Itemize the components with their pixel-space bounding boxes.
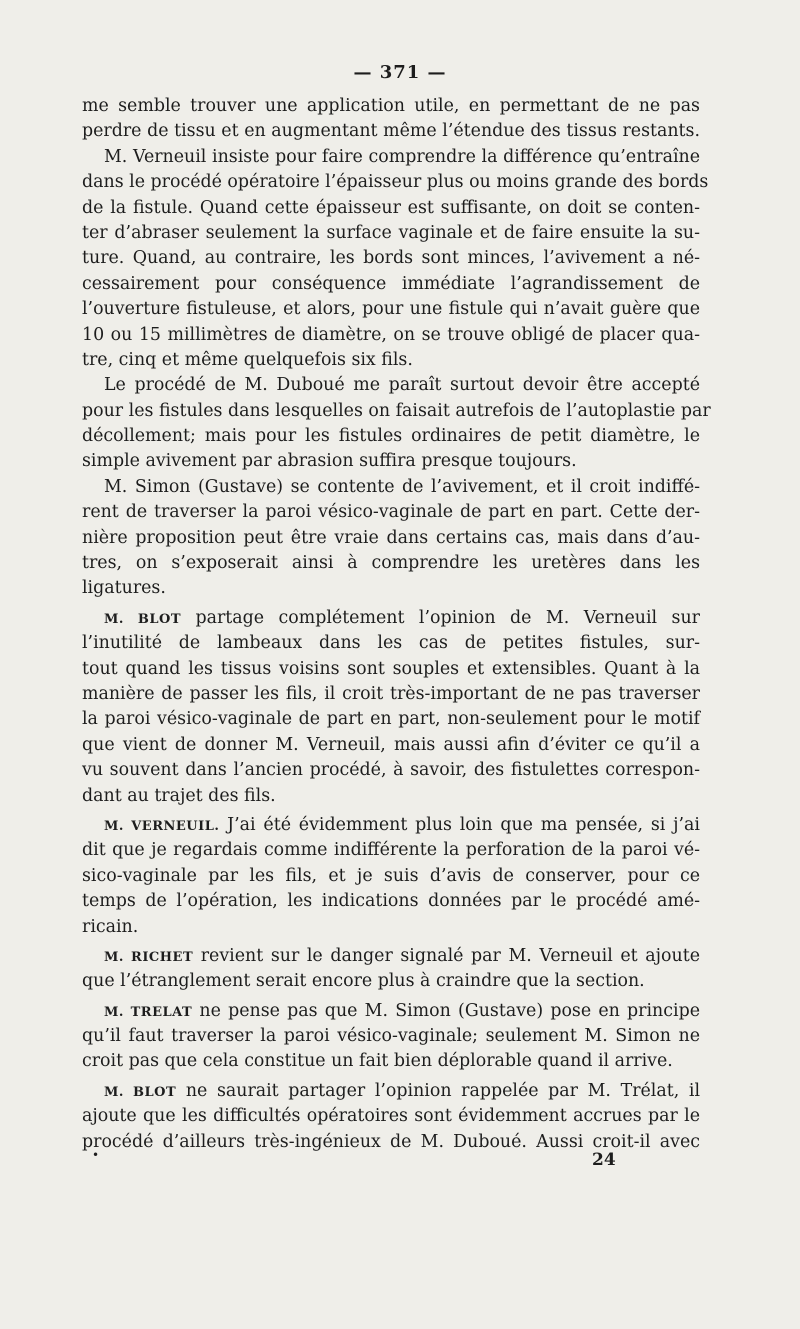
line-text: l’ouverture fistuleuse, et alors, pour une fistule qui n’avait guère que <box>82 299 700 320</box>
line-text: ligatures. <box>82 578 166 599</box>
line-text: de la fistule. Quand cette épaisseur est suffisante, on doit se conten- <box>82 197 700 218</box>
speaker-name: M. BLOT <box>104 1084 177 1100</box>
text-line <box>82 373 700 398</box>
line-text: décollement; mais pour les fistules ordinaires de petit diamètre, le <box>82 426 700 447</box>
text-line <box>82 399 711 424</box>
line-text: revient sur le danger signalé par M. Verneuil et ajoute <box>193 945 700 966</box>
speaker-name: M. TRELAT <box>104 1004 193 1020</box>
text-line <box>82 631 700 656</box>
line-text: vu souvent dans l’ancien procédé, à savoir, des fistulettes correspon- <box>82 760 700 781</box>
text-line <box>82 94 700 119</box>
text-line <box>82 1079 700 1104</box>
text-line <box>82 784 700 809</box>
text-line <box>82 170 709 195</box>
text-line <box>82 119 700 144</box>
line-text: ricain. <box>82 916 139 937</box>
text-line <box>82 969 700 994</box>
line-text: ajoute que les difficultés opératoires sont évidemment accrues par le <box>82 1106 700 1127</box>
text-line <box>82 297 700 322</box>
line-text: M. Simon (Gustave) se contente de l’avivement, et il croit indiffé- <box>104 476 700 497</box>
line-text: dit que je regardais comme indifférente la perforation de la paroi vé- <box>82 840 700 861</box>
line-text: J’ai été évidemment plus loin que ma pensée, si j’ai <box>219 814 700 835</box>
line-text: simple avivement par abrasion suffira presque toujours. <box>82 451 577 472</box>
line-text: cessairement pour conséquence immédiate l’agrandissement de <box>82 273 700 294</box>
line-text: ture. Quand, au contraire, les bords sont minces, l’avivement a né- <box>82 248 700 269</box>
text-line <box>82 196 700 221</box>
text-line <box>82 657 700 682</box>
line-text: rent de traverser la paroi vésico-vaginale de part en part. Cette der- <box>82 502 700 523</box>
text-line <box>82 221 700 246</box>
text-line <box>82 449 700 474</box>
line-text: que vient de donner M. Verneuil, mais aussi afin d’éviter ce qu’il a <box>82 734 700 755</box>
text-line <box>82 323 700 348</box>
text-line <box>82 999 700 1024</box>
text-line <box>82 526 700 551</box>
text-line <box>82 838 700 863</box>
text-line <box>82 424 700 449</box>
line-text: procédé d’ailleurs très-ingénieux de M. Duboué. Aussi croit-il avec <box>82 1131 700 1152</box>
line-text: l’inutilité de lambeaux dans les cas de petites fistules, sur- <box>82 633 700 654</box>
text-line <box>82 758 700 783</box>
text-line <box>82 1104 700 1129</box>
bullet-mark: • <box>92 1148 100 1162</box>
line-text: pour les fistules dans lesquelles on faisait autrefois de l’autoplastie par <box>82 400 711 421</box>
signature-mark: 24 <box>592 1150 616 1170</box>
speaker-name: M. VERNEUIL. <box>104 818 220 834</box>
line-text: perdre de tissu et en augmentant même l’étendue des tissus restants. <box>82 121 700 142</box>
text-line <box>82 500 700 525</box>
text-line <box>82 889 700 914</box>
text-line <box>82 864 700 889</box>
text-line <box>82 813 700 838</box>
line-text: me semble trouver une application utile, en permettant de ne pas <box>82 96 700 116</box>
line-text: ne pense pas que M. Simon (Gustave) pose en principe <box>192 1000 700 1021</box>
text-line <box>82 272 700 297</box>
text-line <box>82 246 700 271</box>
text-line <box>82 944 700 969</box>
text-line <box>82 551 700 576</box>
line-text: ne saurait partager l’opinion rappelée par M. Trélat, il <box>176 1080 700 1101</box>
text-line <box>82 606 700 631</box>
line-text: dant au trajet des fils. <box>82 785 276 806</box>
text-line <box>82 733 700 758</box>
line-text: sico-vaginale par les fils, et je suis d’avis de conserver, pour ce <box>82 865 700 886</box>
text-line <box>82 145 700 170</box>
text-line <box>82 576 700 601</box>
line-text: tout quand les tissus voisins sont souples et extensibles. Quant à la <box>82 658 700 679</box>
line-text: tre, cinq et même quelquefois six fils. <box>82 349 413 370</box>
line-text: M. Verneuil insiste pour faire comprendre la différence qu’entraîne <box>104 146 700 167</box>
line-text: croit pas que cela constitue un fait bien déplorable quand il arrive. <box>82 1051 673 1072</box>
line-text: manière de passer les fils, il croit très-important de ne pas traverser <box>82 683 700 704</box>
text-line <box>82 707 700 732</box>
text-line <box>82 682 700 707</box>
line-text: nière proposition peut être vraie dans certains cas, mais dans d’au- <box>82 527 700 548</box>
text-line <box>82 348 700 373</box>
text-line <box>82 475 700 500</box>
text-line <box>82 1049 700 1074</box>
text-line <box>82 1024 700 1049</box>
text-line <box>82 915 700 940</box>
line-text: tres, on s’exposerait ainsi à comprendre les uretères dans les <box>82 553 700 574</box>
line-text: ter d’abraser seulement la surface vaginale et de faire ensuite la su- <box>82 222 700 243</box>
line-text: Le procédé de M. Duboué me paraît surtout devoir être accepté <box>104 375 700 396</box>
line-text: que l’étranglement serait encore plus à craindre que la section. <box>82 971 645 992</box>
page-number: — 371 — <box>353 62 447 83</box>
line-text: la paroi vésico-vaginale de part en part, non-seulement pour le motif <box>82 709 700 730</box>
line-text: dans le procédé opératoire l’épaisseur plus ou moins grande des bords <box>82 172 709 193</box>
speaker-name: M. RICHET <box>104 949 194 965</box>
line-text: partage complétement l’opinion de M. Verneuil sur <box>181 607 700 628</box>
speaker-name: M. BLOT <box>104 611 181 627</box>
line-text: temps de l’opération, les indications données par le procédé amé- <box>82 891 700 912</box>
document-body <box>82 94 711 1155</box>
line-text: qu’il faut traverser la paroi vésico-vaginale; seulement M. Simon ne <box>82 1026 700 1047</box>
line-text: 10 ou 15 millimètres de diamètre, on se trouve obligé de placer qua- <box>82 324 700 345</box>
